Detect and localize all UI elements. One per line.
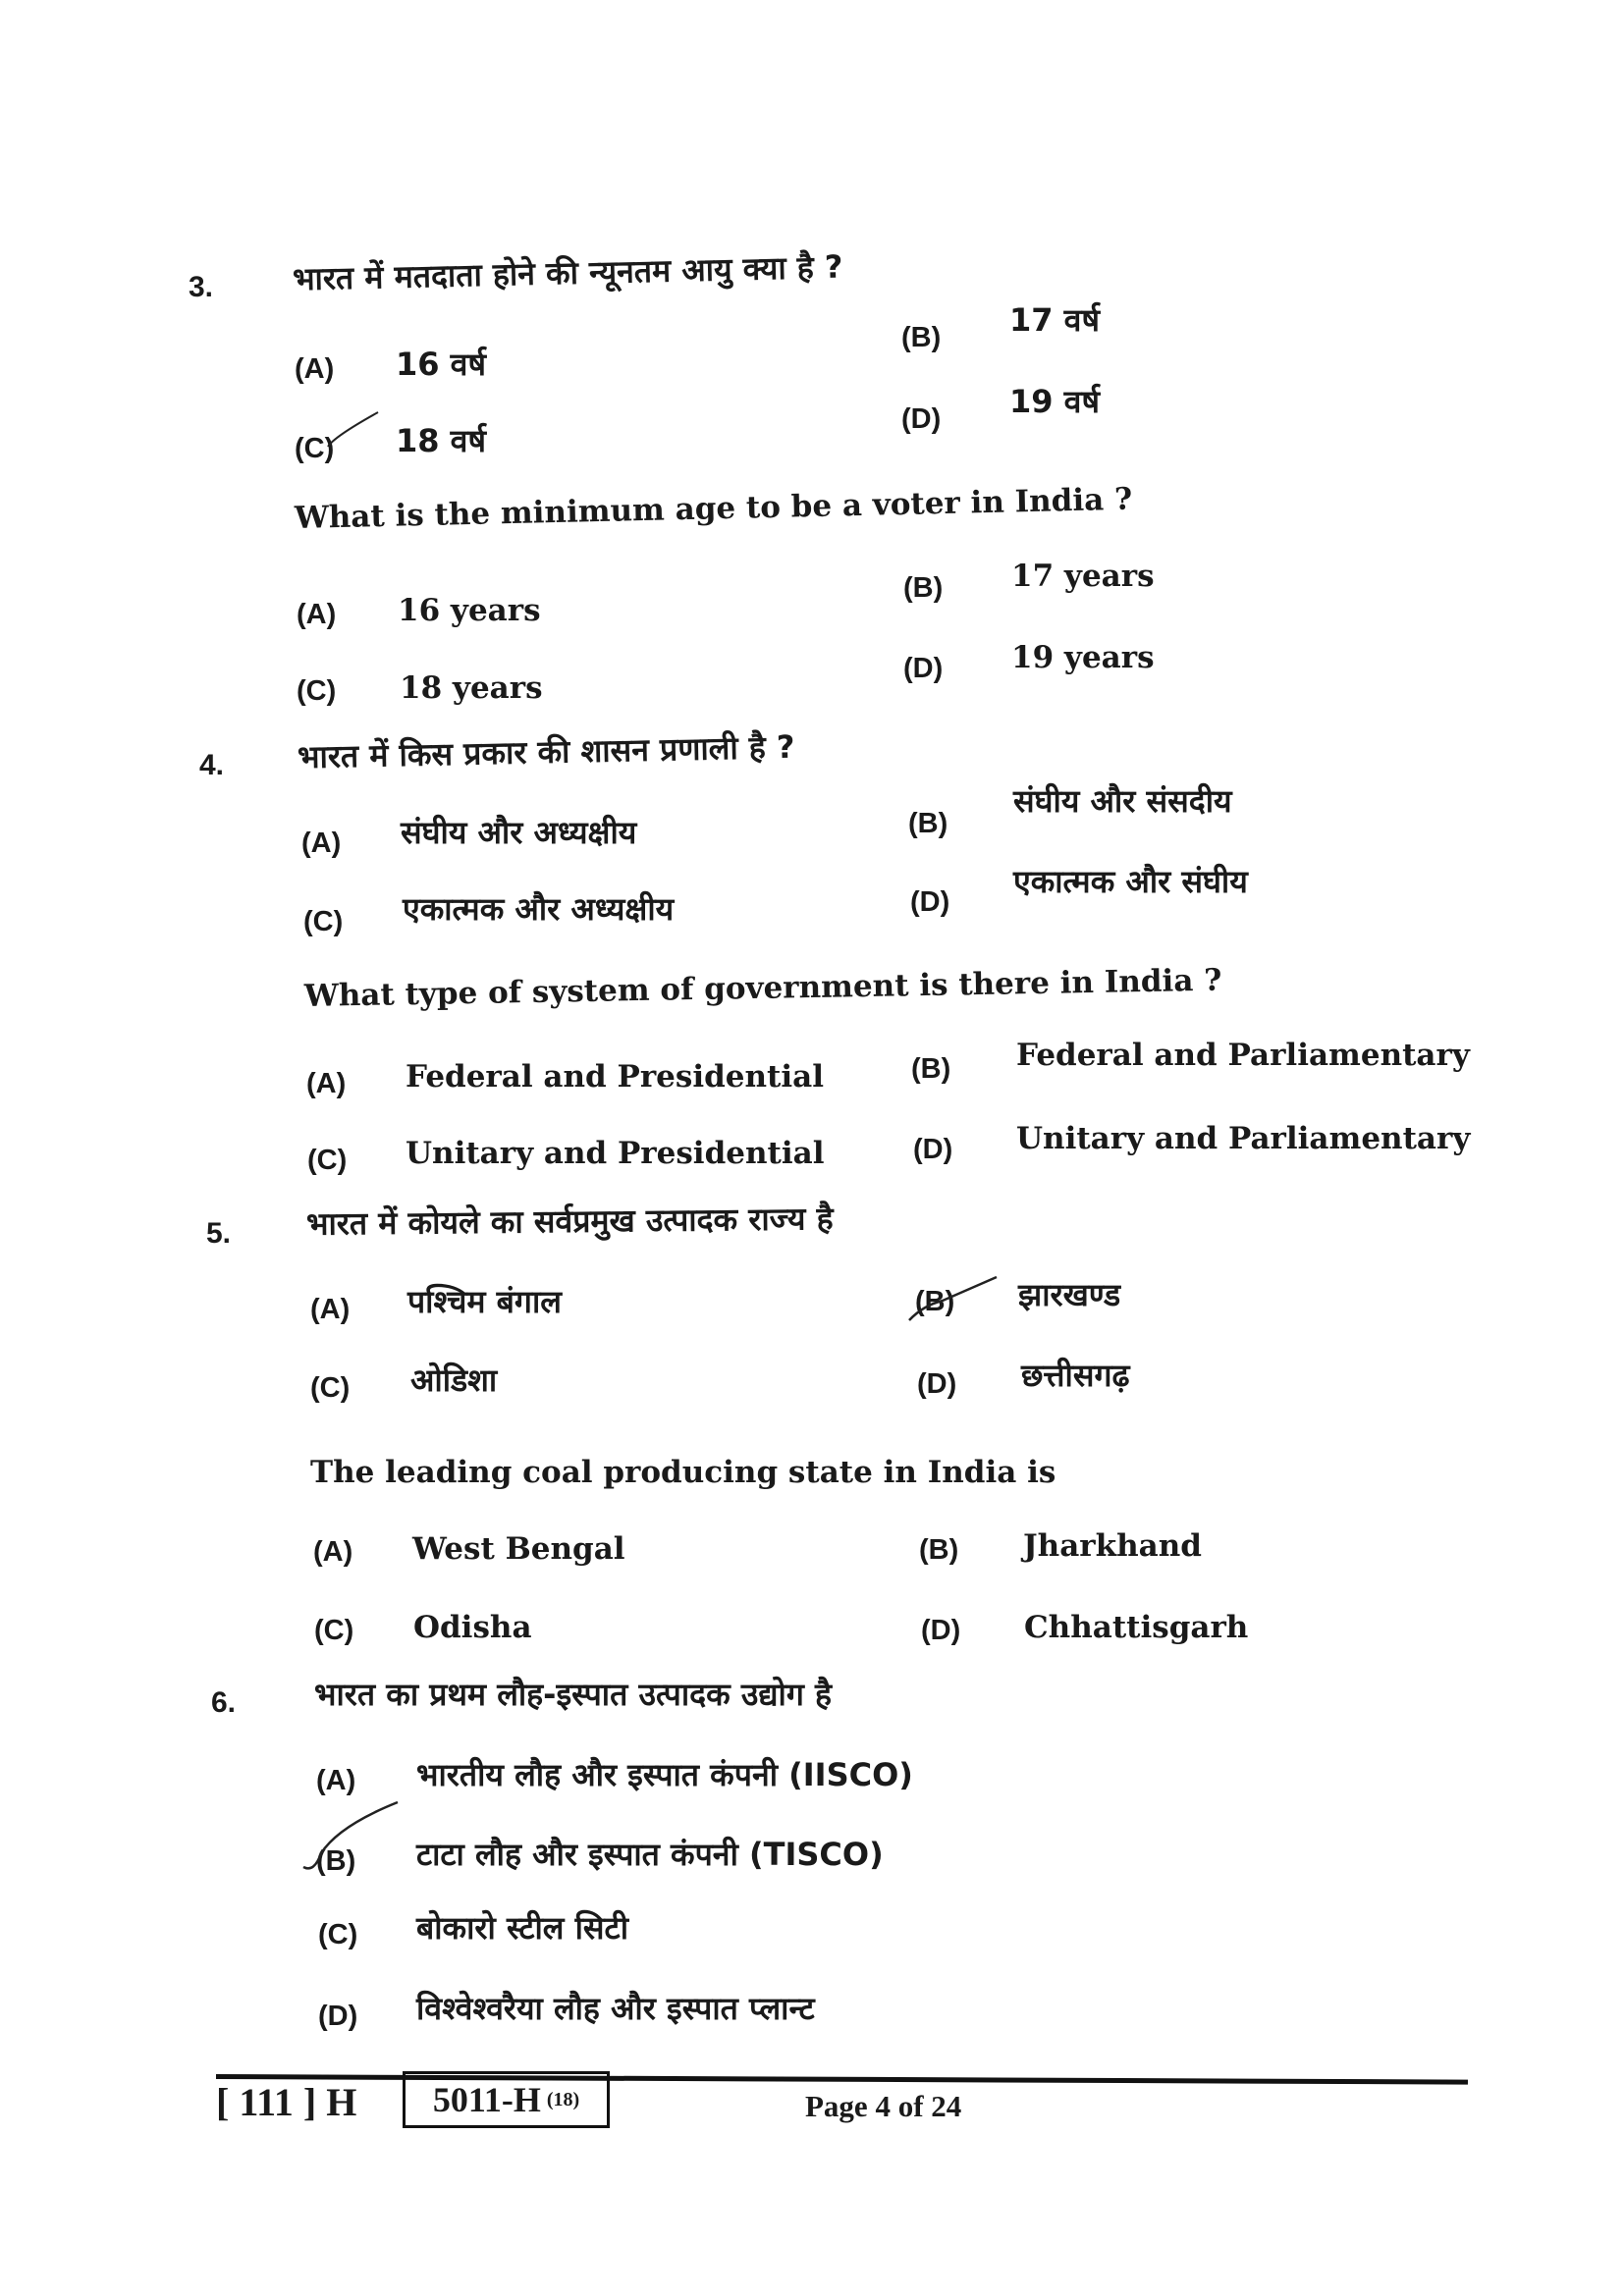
page-number: Page 4 of 24 bbox=[805, 2089, 962, 2123]
option-label: (C) bbox=[297, 675, 337, 707]
question-text-english: What is the minimum age to be a voter in India ? bbox=[294, 481, 1133, 536]
option-text: विश्वेश्वरैया लौह और इस्पात प्लान्ट bbox=[416, 1990, 815, 2027]
option-label: (A) bbox=[301, 828, 342, 859]
option-label: (D) bbox=[921, 1615, 961, 1646]
option-text: Unitary and Presidential bbox=[406, 1136, 825, 1171]
option-label: (C) bbox=[303, 906, 344, 937]
footer-series: [ 111 ] H bbox=[216, 2080, 357, 2124]
paper-code-box bbox=[403, 2071, 610, 2128]
checkmark-icon bbox=[324, 407, 383, 456]
option-label-marked: (B) bbox=[316, 1845, 356, 1877]
option-label: (D) bbox=[318, 2001, 358, 2032]
option-text: Federal and Parliamentary bbox=[1016, 1038, 1470, 1073]
option-text: West Bengal bbox=[412, 1531, 625, 1567]
option-text: ओडिशा bbox=[410, 1362, 498, 1399]
option-label: (A) bbox=[313, 1536, 353, 1568]
option-text: 16 वर्ष bbox=[396, 346, 486, 383]
question-number: 3. bbox=[189, 271, 214, 303]
question-number: 6. bbox=[211, 1686, 237, 1719]
paper-code-suffix: (18) bbox=[546, 2088, 580, 2110]
option-label-marked: (C) bbox=[295, 433, 335, 464]
option-label: (B) bbox=[919, 1534, 959, 1566]
option-text: एकात्मक और संघीय bbox=[1013, 863, 1248, 900]
option-text: 18 years bbox=[400, 670, 543, 706]
option-label: (A) bbox=[306, 1068, 347, 1099]
option-text: 16 years bbox=[398, 593, 541, 628]
option-label: (C) bbox=[318, 1919, 358, 1950]
option-label: (D) bbox=[913, 1134, 953, 1165]
option-text: टाटा लौह और इस्पात कंपनी (TISCO) bbox=[416, 1836, 884, 1873]
option-label: (D) bbox=[910, 886, 950, 918]
checkmark-icon bbox=[903, 1271, 1001, 1330]
option-text: बोकारो स्टील सिटी bbox=[416, 1909, 628, 1947]
question-text-hindi: भारत में कोयले का सर्वप्रमुख उत्पादक राज्य है bbox=[305, 1200, 834, 1243]
option-text: 17 वर्ष bbox=[1009, 301, 1100, 339]
option-text: 17 years bbox=[1011, 559, 1155, 594]
option-text: पश्चिम बंगाल bbox=[407, 1283, 562, 1320]
question-text-hindi: भारत का प्रथम लौह-इस्पात उत्पादक उद्योग है bbox=[314, 1676, 832, 1713]
option-label: (A) bbox=[297, 599, 337, 630]
option-label: (C) bbox=[310, 1372, 351, 1404]
option-text: Odisha bbox=[413, 1610, 532, 1645]
question-text-hindi: भारत में किस प्रकार की शासन प्रणाली है ? bbox=[297, 727, 795, 776]
option-label: (B) bbox=[903, 572, 944, 604]
option-text: 19 वर्ष bbox=[1009, 383, 1100, 420]
option-label: (C) bbox=[314, 1615, 354, 1646]
option-text: छत्तीसगढ़ bbox=[1021, 1357, 1130, 1394]
option-label: (D) bbox=[903, 653, 944, 684]
option-label: (C) bbox=[307, 1145, 348, 1176]
option-label: (D) bbox=[901, 403, 942, 435]
question-text-hindi: भारत में मतदाता होने की न्यूनतम आयु क्या है ? bbox=[292, 247, 843, 298]
option-text: झारखण्ड bbox=[1018, 1276, 1121, 1313]
option-text: संघीय और संसदीय bbox=[1013, 782, 1232, 820]
option-text: Unitary and Parliamentary bbox=[1016, 1121, 1471, 1156]
option-label: (A) bbox=[310, 1294, 351, 1325]
option-label: (A) bbox=[316, 1765, 356, 1796]
option-label: (B) bbox=[911, 1053, 951, 1085]
option-label: (B) bbox=[901, 322, 942, 353]
option-text: 18 वर्ष bbox=[396, 422, 486, 459]
option-label-marked: (B) bbox=[915, 1286, 955, 1317]
checkmark-icon bbox=[299, 1796, 407, 1875]
paper-code: 5011-H bbox=[432, 2080, 541, 2119]
option-label: (D) bbox=[917, 1368, 957, 1400]
question-number: 4. bbox=[199, 749, 225, 781]
option-text: Chhattisgarh bbox=[1024, 1610, 1249, 1645]
option-text: भारतीय लौह और इस्पात कंपनी (IISCO) bbox=[416, 1756, 913, 1793]
question-number: 5. bbox=[206, 1217, 232, 1250]
option-label: (B) bbox=[908, 808, 948, 839]
question-text-english: The leading coal producing state in India is bbox=[310, 1455, 1056, 1490]
option-text: 19 years bbox=[1011, 640, 1155, 675]
option-text: Federal and Presidential bbox=[406, 1059, 825, 1095]
option-text: संघीय और अध्यक्षीय bbox=[401, 814, 637, 851]
option-text: एकात्मक और अध्यक्षीय bbox=[403, 890, 675, 928]
question-text-english: What type of system of government is there in India ? bbox=[303, 962, 1222, 1014]
option-text: Jharkhand bbox=[1023, 1528, 1202, 1564]
option-label: (A) bbox=[295, 353, 335, 385]
